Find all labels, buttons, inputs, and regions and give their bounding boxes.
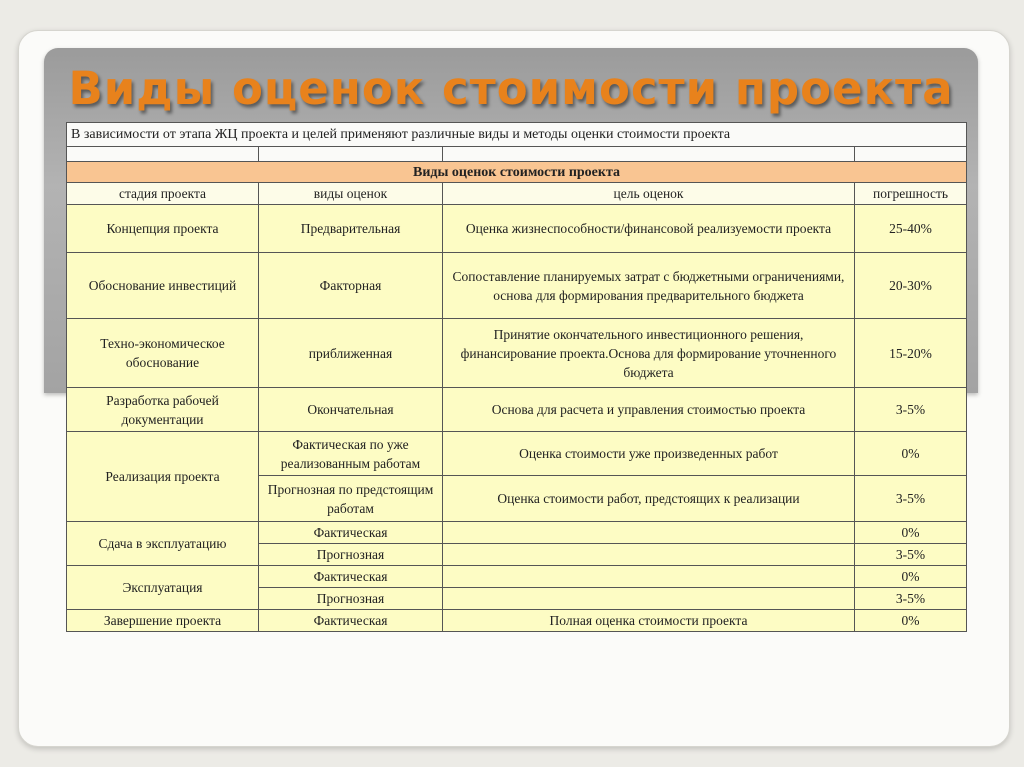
stage-cell: Концепция проекта — [67, 205, 259, 253]
table-row — [67, 432, 967, 476]
type-cell: Окончательная — [259, 388, 443, 432]
type-cell: Фактическая — [259, 610, 443, 632]
goal-cell: Оценка стоимости работ, предстоящих к реализации — [443, 476, 855, 522]
error-cell: 25-40% — [855, 205, 967, 253]
type-cell: Прогнозная — [259, 588, 443, 610]
goal-cell — [443, 566, 855, 588]
table-row — [67, 388, 967, 432]
column-header-stage: стадия проекта — [67, 183, 259, 205]
stage-cell: Эксплуатация — [67, 566, 259, 610]
goal-cell — [443, 522, 855, 544]
table-row — [67, 253, 967, 319]
type-cell: Фактическая по уже реализованным работам — [259, 432, 443, 476]
stage-cell: Техно-экономическое обоснование — [67, 319, 259, 388]
error-cell: 20-30% — [855, 253, 967, 319]
goal-cell: Принятие окончательного инвестиционного решения, финансирование проекта.Основа для формирование уточненного бюджета — [443, 319, 855, 388]
section-header: Виды оценок стоимости проекта — [67, 162, 967, 183]
stage-cell: Обоснование инвестиций — [67, 253, 259, 319]
slide-title: Виды оценок стоимости проекта — [68, 62, 954, 115]
column-header-error: погрешность — [855, 183, 967, 205]
column-header-type: виды оценок — [259, 183, 443, 205]
error-cell: 3-5% — [855, 588, 967, 610]
error-cell: 0% — [855, 610, 967, 632]
error-cell: 15-20% — [855, 319, 967, 388]
error-cell: 3-5% — [855, 476, 967, 522]
column-header-goal: цель оценок — [443, 183, 855, 205]
type-cell: Прогнозная по предстоящим работам — [259, 476, 443, 522]
error-cell: 0% — [855, 566, 967, 588]
cost-estimate-table — [66, 122, 967, 632]
error-cell: 0% — [855, 432, 967, 476]
error-cell: 3-5% — [855, 544, 967, 566]
stage-cell: Разработка рабочей документации — [67, 388, 259, 432]
type-cell: Фактическая — [259, 522, 443, 544]
stage-cell: Реализация проекта — [67, 432, 259, 522]
type-cell: Фактическая — [259, 566, 443, 588]
type-cell: Предварительная — [259, 205, 443, 253]
stage-cell: Сдача в эксплуатацию — [67, 522, 259, 566]
goal-cell: Оценка стоимости уже произведенных работ — [443, 432, 855, 476]
goal-cell: Сопоставление планируемых затрат с бюджетными ограничениями, основа для формирования предварительного бюджета — [443, 253, 855, 319]
goal-cell: Основа для расчета и управления стоимостью проекта — [443, 388, 855, 432]
column-header-row — [67, 183, 967, 205]
spacer-row — [67, 147, 967, 162]
stage-cell: Завершение проекта — [67, 610, 259, 632]
error-cell: 3-5% — [855, 388, 967, 432]
type-cell: Прогнозная — [259, 544, 443, 566]
table-row — [67, 566, 967, 588]
table-row — [67, 319, 967, 388]
intro-text: В зависимости от этапа ЖЦ проекта и целей применяют различные виды и методы оценки стоимости проекта — [67, 123, 967, 147]
goal-cell: Полная оценка стоимости проекта — [443, 610, 855, 632]
goal-cell — [443, 588, 855, 610]
type-cell: приближенная — [259, 319, 443, 388]
table-row — [67, 205, 967, 253]
type-cell: Факторная — [259, 253, 443, 319]
goal-cell: Оценка жизнеспособности/финансовой реализуемости проекта — [443, 205, 855, 253]
table-row — [67, 610, 967, 632]
goal-cell — [443, 544, 855, 566]
table-row — [67, 522, 967, 544]
error-cell: 0% — [855, 522, 967, 544]
